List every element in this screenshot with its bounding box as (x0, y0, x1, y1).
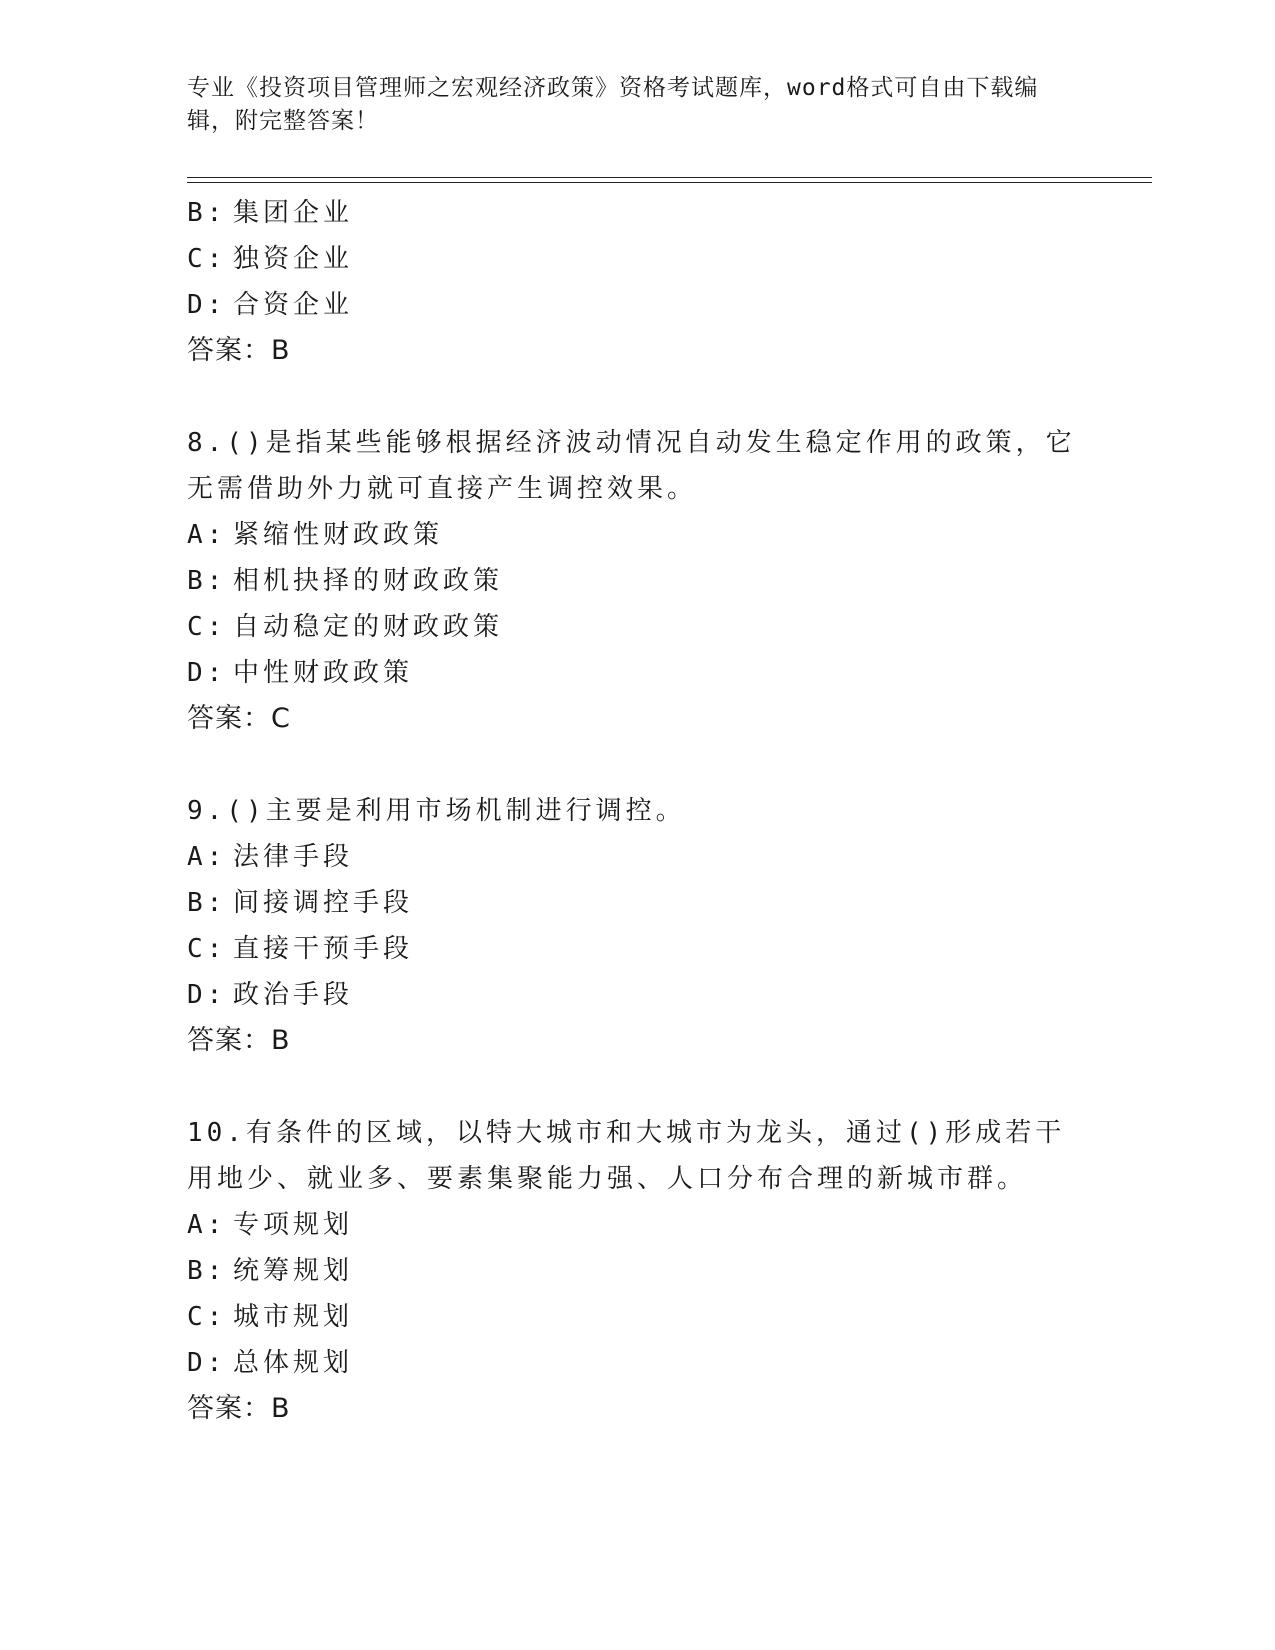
option-b (187, 190, 1087, 236)
question-stem: 10.有条件的区域，以特大城市和大城市为龙头，通过()形成若干用地少、就业多、要素集聚能力强、人口分布合理的新城市群。 (187, 1118, 1066, 1194)
option-letter: B: (187, 1256, 227, 1286)
option-letter: B: (187, 888, 227, 918)
option-letter: A: (187, 842, 227, 872)
option-letter: D: (187, 658, 227, 688)
option-text: 紧缩性财政政策 (233, 520, 444, 550)
option-c (187, 926, 1087, 972)
option-a (187, 834, 1087, 880)
option-d (187, 282, 1087, 328)
option-text: 专项规划 (233, 1210, 354, 1240)
option-text: 自动稳定的财政政策 (233, 612, 504, 642)
option-c (187, 604, 1087, 650)
question-spacer (187, 374, 1087, 420)
option-text: 政治手段 (233, 980, 354, 1010)
option-b (187, 880, 1087, 926)
option-text: 直接干预手段 (233, 934, 414, 964)
option-text: 城市规划 (233, 1302, 354, 1332)
header-divider-line (187, 177, 1152, 178)
answer-line: 答案：C (187, 703, 291, 734)
answer-line: 答案：B (187, 335, 291, 366)
question-list (187, 190, 1087, 1432)
option-letter: C: (187, 244, 227, 274)
option-letter: C: (187, 1302, 227, 1332)
option-letter: C: (187, 934, 227, 964)
option-d (187, 1340, 1087, 1386)
answer-line: 答案：B (187, 1025, 291, 1056)
option-a (187, 1202, 1087, 1248)
question-stem: 9.()主要是利用市场机制进行调控。 (187, 796, 686, 826)
option-letter: A: (187, 1210, 227, 1240)
answer-line: 答案：B (187, 1393, 291, 1424)
option-d (187, 972, 1087, 1018)
question-block (187, 1110, 1087, 1432)
option-text: 法律手段 (233, 842, 354, 872)
option-a (187, 512, 1087, 558)
option-text: 独资企业 (233, 244, 354, 274)
option-text: 集团企业 (233, 198, 354, 228)
question-spacer (187, 742, 1087, 788)
option-b (187, 1248, 1087, 1294)
question-spacer (187, 1064, 1087, 1110)
option-letter: D: (187, 980, 227, 1010)
option-b (187, 558, 1087, 604)
option-letter: D: (187, 290, 227, 320)
option-text: 统筹规划 (233, 1256, 354, 1286)
option-text: 合资企业 (233, 290, 354, 320)
option-text: 中性财政政策 (233, 658, 414, 688)
option-letter: B: (187, 198, 227, 228)
question-block (187, 420, 1087, 742)
option-letter: B: (187, 566, 227, 596)
option-text: 相机抉择的财政政策 (233, 566, 504, 596)
option-letter: A: (187, 520, 227, 550)
option-d (187, 650, 1087, 696)
question-block (187, 190, 1087, 374)
option-text: 间接调控手段 (233, 888, 414, 918)
option-c (187, 1294, 1087, 1340)
question-block (187, 788, 1087, 1064)
question-stem: 8.()是指某些能够根据经济波动情况自动发生稳定作用的政策，它无需借助外力就可直接产生调控效果。 (187, 428, 1076, 504)
option-c (187, 236, 1087, 282)
header-divider-line-double (187, 182, 1152, 183)
document-intro: 专业《投资项目管理师之宏观经济政策》资格考试题库，word格式可自由下载编辑，附完整答案！ (187, 75, 1039, 134)
option-letter: D: (187, 1348, 227, 1378)
option-letter: C: (187, 612, 227, 642)
option-text: 总体规划 (233, 1348, 354, 1378)
